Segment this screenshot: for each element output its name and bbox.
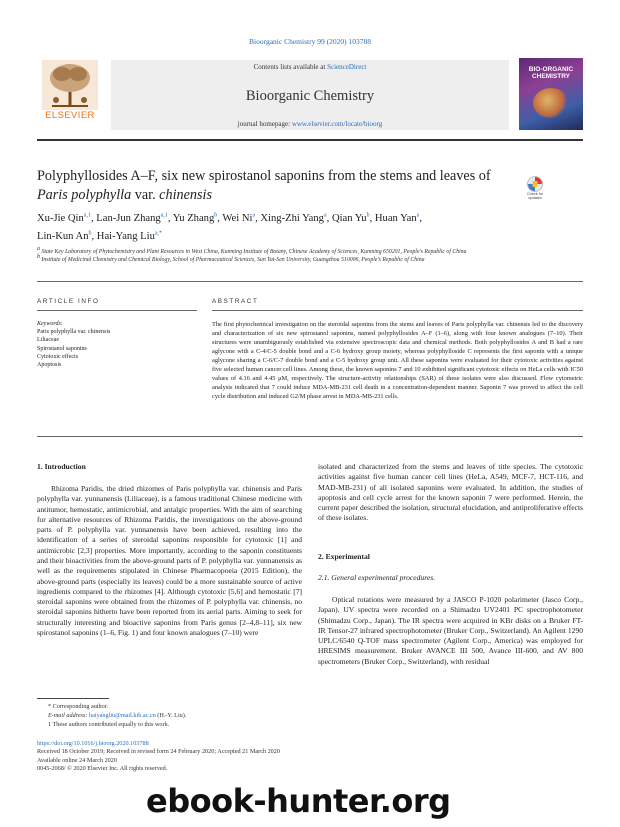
experimental-heading: 2. Experimental — [318, 552, 370, 561]
sciencedirect-link[interactable]: ScienceDirect — [327, 63, 367, 71]
journal-cover-thumbnail[interactable] — [519, 58, 583, 130]
keyword[interactable]: Spirostanol saponins — [37, 345, 87, 352]
header-rule — [37, 139, 583, 141]
email-suffix: (H.-Y. Liu). — [155, 712, 187, 719]
author[interactable]: Qian Yu$^b$ — [331, 212, 370, 224]
homepage-prefix: journal homepage: — [237, 120, 292, 128]
footnotes — [48, 702, 348, 729]
crossmark-label: Check for updates — [526, 192, 544, 200]
check-for-updates-button[interactable] — [520, 176, 550, 202]
publisher-name: ELSEVIER — [45, 110, 95, 121]
masthead — [37, 52, 583, 136]
keyword[interactable]: Paris polyphylla var. chinensis — [37, 329, 111, 336]
publication-info — [37, 740, 437, 774]
homepage-link[interactable]: www.elsevier.com/locate/bioorg — [291, 120, 383, 128]
article-info-heading: ARTICLE INFO — [37, 298, 100, 305]
author[interactable]: Wei Ni$^a$ — [222, 212, 256, 224]
journal-title[interactable]: Bioorganic Chemistry — [245, 88, 375, 104]
author[interactable]: Xing-Zhi Yang$^a$ — [260, 212, 327, 224]
title-variety: chinensis — [159, 186, 212, 203]
abstract-rule — [212, 310, 583, 311]
author[interactable]: Xu-Jie Qin$^{a,1}$ — [37, 212, 91, 224]
crossmark-icon — [520, 176, 550, 192]
contents-prefix: Contents lists available at — [253, 63, 328, 71]
paper-title — [37, 167, 507, 204]
journal-header-box — [111, 60, 509, 130]
elsevier-logo[interactable] — [37, 60, 103, 130]
author[interactable]: Huan Yan$^a$ — [374, 212, 420, 224]
email-note — [48, 711, 348, 720]
introduction-paragraph: Rhizoma Paridis, the dried rhizomes of Paris polyphylla var. chinensis and Paris polyphylla var. yunnanensis (Liliaceae), is a famous traditional Chinese medicine with antitumor, hemostatic, antimicrobial, and antalgic properties. With the aim of searching for alternative resources of Rhizoma Paridis, the investigations on the above-ground parts of P. polyphylla var. yunnanensis have been achieved, resulting into the identification of a series of steroidal saponins responsible for cytotoxic [1] and antimicrobic [2,3] properties. More importantly, according to the saponin constituents and their bioactivities from the above-ground parts of P. polyphylla var. yunnanensis as well as the requirements stipulated in Chinese Pharmacopoeia (2015 Edition), the above-ground parts (especially its leaves) could be a more sustainable source of active ingredients compared to the rhizomes [4]. Although cytotoxic [5,6] and hemostatic [7] steroidal saponins were obtained from the rhizomes of P. polyphylla var. chinensis, no steroidal saponins hitherto have been reported from its aerial parts. Aiming to seek for structurally interesting and bioactive saponins from Paris genus [2–4,8–11], six new spirostanol saponins (1–6, Fig. 1) and four known analogues (7–10) were — [37, 484, 302, 637]
keywords-label: Keywords: — [37, 321, 63, 327]
available-online: Available online 24 March 2020 — [37, 756, 117, 764]
author[interactable]: Yu Zhang$^b$ — [172, 212, 218, 224]
abstract-heading: ABSTRACT — [212, 298, 259, 305]
doi-link[interactable]: https://doi.org/10.1016/j.bioorg.2020.103788 — [37, 740, 149, 747]
title-part: Polyphyllosides A–F, six new spirostanol saponins from the stems and leaves of — [37, 168, 491, 184]
keyword[interactable]: Apoptosis — [37, 362, 62, 369]
abstract-text: The first phytochemical investigation on the steroidal saponins from the stems and leaves of Paris polyphylla var. chinensis led to the discovery and characterization of six new spirostanol saponins, named polyphyllosides A–F (1–6), along with four known analogues (7–10). Their structures were unambiguously established via extensive spectroscopic data and chemical methods. Both polyphyllosides A and B had a rare aglycone with a C-4/C-5 double bond and a C-6 hydroxy group moiety, whereas polyphylloside C represents the first saponin with a unique aglycone sharing a C-6/C-7 double bond and a C-5 hydroxy group unit. All these saponins were evaluated for their cytotoxic activities against five selected human cancer cell lines. Among these, the known saponins 7 and 10 exhibited significant cytotoxic effects on HeLa cells with IC50 values of 4.16 and 4.45 μM, respectively. The structure-activity relationships (SAR) of these isolates were also discussed. Flow cytometric analysis indicated that 7 could induce MDA-MB-231 cell death in a concentration-dependent manner. Saponin 7 was proved to affect the cell cycle distribution and induced G2/M phase arrest in MDA-MB-231 cells. — [212, 321, 583, 400]
title-species: Paris polyphylla — [37, 186, 132, 203]
keyword[interactable]: Liliaceae — [37, 337, 59, 344]
introduction-heading: 1. Introduction — [37, 462, 86, 471]
homepage-line — [111, 120, 509, 128]
cover-title: BIO-ORGANIC CHEMISTRY — [528, 66, 574, 80]
experimental-column — [318, 595, 583, 667]
author-list: Xu-Jie Qin$^{a,1}$, Lan-Jun Zhang$^{a,1}$, Yu Zhang$^b$, Wei Ni$^a$, Xing-Zhi Yang$^a$, Qian Yu$^b$, Huan Yan$^a$, Lin-Kun An$^b$, Hai-Yang Liu$^{a,*}$ — [37, 212, 422, 242]
author[interactable]: Hai-Yang Liu$^{a,*}$ — [96, 230, 163, 242]
watermark: ebook-hunter.org — [146, 782, 451, 820]
keywords-block — [37, 320, 197, 369]
experimental-paragraph: Optical rotations were measured by a JASCO P-1020 polarimeter (Jasco Corp., Japan). UV spectra were recorded on a Shimadzu UV2401 PC spectrophotometer (Shimadzu Corp., Japan). The IR spectra were acquired in KBr disks on a Bruker FT-IR Tensor-27 infrared spectrophotometer (Bruker Corp., Switzerland). An Agilent 1290 UPLC/6540 Q-TOF mass spectrometer (Agilent Corp., America) was employed for HRESIMS measurement. Bruker AVANCE III 500, Avance III-600, and AV 800 spectrometers (Bruker Corp., Switzerland), with residual — [318, 595, 583, 666]
email-link[interactable]: haiyangliu@mail.kib.ac.cn — [89, 712, 156, 719]
affiliation: $^b$ Institute of Medicinal Chemistry and Chemical Biology, School of Pharmaceutical Sciences, Sun Yat-Sen University, Guangzhou 510006, People's Republic of China — [37, 254, 425, 263]
article-info-rule — [37, 310, 197, 311]
elsevier-tree-icon — [42, 60, 98, 110]
abstract-bottom-rule — [37, 436, 583, 437]
journal-reference[interactable]: Bioorganic Chemistry 99 (2020) 103788 — [249, 37, 371, 46]
right-column-top — [318, 462, 583, 524]
email-label: E-mail address: — [48, 712, 90, 719]
author[interactable]: Lin-Kun An$^b$ — [37, 230, 92, 242]
affiliations — [37, 248, 583, 264]
introduction-continued: isolated and characterized from the stems and leaves of title species. The cytotoxic activities against five human cancer cell lines (HeLa, A549, MCF-7, HCT-116, and MAD-MB-231) of all isolated saponins were evaluated. In addition, the studies of apoptosis and cell cycle arrest for the known saponin 7 were performed. Herein, the current paper described the isolation, structural elucidation, and antiproliferative effects of these isolates. — [318, 462, 583, 523]
contents-line — [111, 63, 509, 71]
affiliation-rule — [37, 281, 583, 282]
corresponding-author-note: * Corresponding author. — [48, 703, 108, 710]
equal-contribution-note: 1 These authors contributed equally to this work. — [48, 721, 170, 728]
general-procedures-heading: 2.1. General experimental procedures. — [318, 573, 436, 582]
copyright: 0045-2068/ © 2020 Elsevier Inc. All rights reserved. — [37, 765, 168, 773]
author[interactable]: Lan-Jun Zhang$^{a,1}$ — [96, 212, 168, 224]
title-part: var. — [131, 186, 160, 203]
affiliation: $^a$ State Key Laboratory of Phytochemistry and Plant Resources in West China, Kunming Institute of Botany, Chinese Academy of Sciences, Kunming 650201, People's Republic of China — [37, 246, 467, 255]
keyword[interactable]: Cytotoxic effects — [37, 353, 79, 360]
cover-graphic — [533, 88, 569, 118]
footnote-rule — [37, 698, 109, 699]
introduction-column — [37, 484, 302, 638]
received-dates: Received 18 October 2019; Received in revised form 24 February 2020; Accepted 21 March 2020 — [37, 748, 280, 756]
